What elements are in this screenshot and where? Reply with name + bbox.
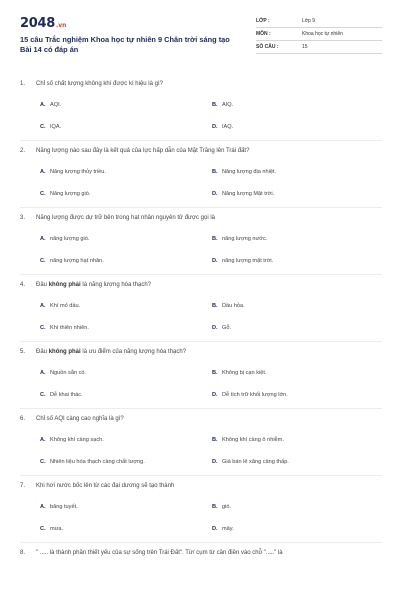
- answer-option[interactable]: [40, 191, 90, 197]
- option-text: năng lượng nước.: [222, 236, 268, 242]
- question-item: [20, 147, 382, 214]
- question-emphasis: không phải: [48, 349, 81, 355]
- option-letter: D.: [212, 258, 218, 264]
- option-text: Dầu hỏa.: [222, 303, 245, 309]
- option-text: Nguồn sẵn có.: [50, 370, 87, 376]
- question-item: [20, 482, 382, 549]
- site-logo[interactable]: [20, 16, 66, 32]
- question-item: [20, 549, 382, 600]
- meta-value: Lớp 9: [302, 18, 316, 24]
- answer-option[interactable]: [40, 459, 145, 465]
- option-text: băng tuyết.: [50, 504, 78, 510]
- option-text: Năng lượng thủy triều.: [50, 169, 106, 175]
- meta-label: SỐ CÂU :: [256, 44, 279, 50]
- question-stem: [20, 80, 382, 89]
- option-text: Năng lượng Mặt trời.: [222, 191, 275, 197]
- question-number: 8.: [20, 550, 26, 556]
- question-text: Khi hơi nước bốc lên từ các đại dương sẽ tạo thành: [36, 483, 175, 489]
- question-stem: [20, 147, 382, 156]
- answer-option[interactable]: [40, 437, 104, 443]
- answer-option[interactable]: [212, 258, 273, 264]
- meta-row-class: [256, 16, 382, 28]
- answer-option[interactable]: [40, 504, 78, 510]
- option-letter: C.: [40, 191, 46, 197]
- option-letter: A.: [40, 236, 46, 242]
- option-letter: B.: [212, 370, 218, 376]
- question-number: 4.: [20, 282, 26, 288]
- answer-option[interactable]: [212, 504, 231, 510]
- question-text: " ..... là thành phần thiết yếu của sự sống trên Trái Đất". Từ/ cụm từ cần điền vào chỗ "....." là: [36, 550, 283, 556]
- question-number: 1.: [20, 81, 26, 87]
- option-letter: C.: [40, 124, 46, 130]
- option-letter: B.: [212, 437, 218, 443]
- question-stem: [20, 549, 382, 558]
- question-divider: [20, 207, 382, 208]
- question-divider: [20, 140, 382, 141]
- option-letter: A.: [40, 504, 46, 510]
- answer-option[interactable]: [212, 169, 276, 175]
- question-text: Chỉ số chất lượng không khí được kí hiệu là gì?: [36, 81, 163, 87]
- option-text: Không bị cạn kiệt.: [222, 370, 267, 376]
- option-letter: C.: [40, 258, 46, 264]
- option-letter: A.: [40, 102, 46, 108]
- option-letter: B.: [212, 303, 218, 309]
- option-text: IAQ.: [222, 124, 234, 130]
- meta-value: Khoa học tự nhiên: [302, 31, 343, 37]
- answer-option[interactable]: [212, 526, 234, 532]
- option-letter: D.: [212, 392, 218, 398]
- question-item: [20, 214, 382, 281]
- answer-option[interactable]: [40, 325, 89, 331]
- option-letter: D.: [212, 325, 218, 331]
- option-letter: D.: [212, 191, 218, 197]
- option-letter: C.: [40, 392, 46, 398]
- option-letter: D.: [212, 459, 218, 465]
- option-text: AQI.: [50, 102, 62, 108]
- logo-text: 2048: [20, 16, 55, 31]
- answer-option[interactable]: [40, 526, 63, 532]
- question-number: 3.: [20, 215, 26, 221]
- question-text-end: là năng lượng hóa thạch?: [80, 282, 152, 288]
- option-letter: A.: [40, 303, 46, 309]
- option-text: Giá bán lẻ xăng càng thấp.: [222, 459, 289, 465]
- question-text: Năng lượng nào sau đây là kết quả của lực hấp dẫn của Mặt Trăng lên Trái đất?: [36, 148, 250, 154]
- answer-option[interactable]: [40, 236, 89, 242]
- answer-option[interactable]: [40, 370, 86, 376]
- meta-table: [256, 16, 382, 55]
- answer-option[interactable]: [40, 258, 104, 264]
- answer-option[interactable]: [40, 303, 80, 309]
- option-letter: C.: [40, 459, 46, 465]
- question-item: [20, 80, 382, 147]
- question-list: [20, 80, 382, 600]
- question-stem: [20, 482, 382, 491]
- question-text: Đâu: [36, 349, 49, 355]
- answer-option[interactable]: [212, 437, 284, 443]
- question-divider: [20, 341, 382, 342]
- question-number: 7.: [20, 483, 26, 489]
- document-title: 15 câu Trắc nghiệm Khoa học tự nhiên 9 Chân trời sáng tạo Bài 14 có đáp án: [20, 35, 230, 54]
- option-text: Nhiên liệu hóa thạch càng chất lượng.: [50, 459, 145, 465]
- option-text: IQA.: [50, 124, 62, 130]
- option-text: mưa.: [50, 526, 64, 532]
- option-text: Gỗ.: [222, 325, 232, 331]
- question-divider: [20, 274, 382, 275]
- question-item: [20, 348, 382, 415]
- option-letter: B.: [212, 236, 218, 242]
- option-letter: A.: [40, 169, 46, 175]
- option-text: Không khí càng sạch.: [50, 437, 104, 443]
- question-stem: [20, 281, 382, 290]
- meta-value: 15: [302, 44, 308, 50]
- option-text: Không khí càng ô nhiễm.: [222, 437, 284, 443]
- question-stem: [20, 415, 382, 424]
- option-text: năng lượng hạt nhân.: [50, 258, 104, 264]
- option-text: Khí thiên nhiên.: [50, 325, 89, 331]
- question-text: Chỉ số AQI càng cao nghĩa là gì?: [36, 416, 124, 422]
- answer-option[interactable]: [212, 459, 289, 465]
- option-letter: A.: [40, 437, 46, 443]
- option-text: Khí mỏ dầu.: [50, 303, 81, 309]
- answer-option[interactable]: [40, 102, 61, 108]
- answer-option[interactable]: [212, 392, 288, 398]
- option-letter: A.: [40, 370, 46, 376]
- question-number: 2.: [20, 148, 26, 154]
- question-text: Đâu: [36, 282, 49, 288]
- answer-option[interactable]: [212, 124, 233, 130]
- answer-option[interactable]: [212, 102, 233, 108]
- option-letter: D.: [212, 124, 218, 130]
- question-number: 5.: [20, 349, 26, 355]
- meta-label: MÔN :: [256, 31, 271, 37]
- answer-option[interactable]: [212, 370, 266, 376]
- option-text: Năng lượng địa nhiệt.: [222, 169, 277, 175]
- answer-option[interactable]: [40, 392, 83, 398]
- logo-domain: .vn: [55, 22, 67, 29]
- option-text: gió.: [222, 504, 232, 510]
- meta-label: LỚP :: [256, 18, 270, 24]
- answer-option[interactable]: [40, 124, 61, 130]
- option-text: Dễ khai thác.: [50, 392, 83, 398]
- option-text: Dễ tích trữ khối lượng lớn.: [222, 392, 288, 398]
- question-number: 6.: [20, 416, 26, 422]
- question-item: [20, 281, 382, 348]
- answer-option[interactable]: [40, 169, 106, 175]
- option-letter: B.: [212, 169, 218, 175]
- option-text: AIQ.: [222, 102, 234, 108]
- answer-option[interactable]: [212, 303, 245, 309]
- answer-option[interactable]: [212, 191, 274, 197]
- option-letter: B.: [212, 102, 218, 108]
- question-text-end: là ưu điểm của năng lượng hóa thạch?: [80, 349, 187, 355]
- question-text: Năng lượng được dự trữ bên trong hạt nhân nguyên tử được gọi là: [36, 215, 216, 221]
- answer-option[interactable]: [212, 236, 267, 242]
- option-letter: C.: [40, 325, 46, 331]
- question-divider: [20, 542, 382, 543]
- meta-row-count: [256, 42, 382, 54]
- question-stem: [20, 214, 382, 223]
- option-text: năng lượng gió.: [50, 236, 90, 242]
- option-letter: B.: [212, 504, 218, 510]
- meta-row-subject: [256, 29, 382, 41]
- option-letter: D.: [212, 526, 218, 532]
- question-divider: [20, 475, 382, 476]
- question-item: [20, 415, 382, 482]
- answer-option[interactable]: [212, 325, 231, 331]
- question-stem: [20, 348, 382, 357]
- option-text: Năng lượng gió.: [50, 191, 91, 197]
- question-emphasis: không phải: [48, 282, 81, 288]
- option-letter: C.: [40, 526, 46, 532]
- option-text: mây.: [222, 526, 234, 532]
- option-text: năng lượng mặt trời.: [222, 258, 274, 264]
- document-header: [20, 16, 382, 58]
- question-divider: [20, 408, 382, 409]
